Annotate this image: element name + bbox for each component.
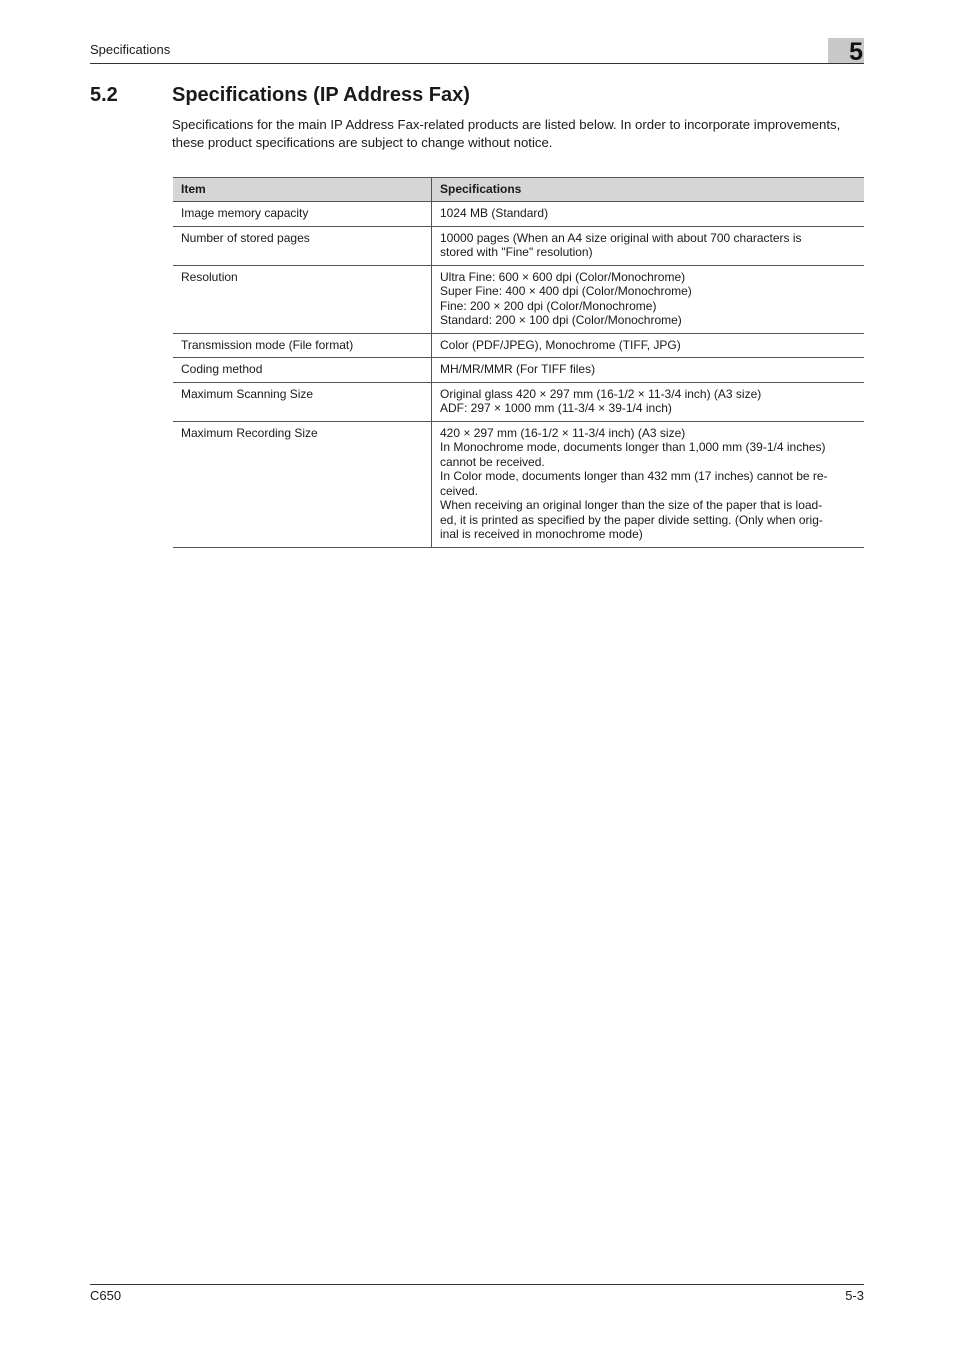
spec-line: Standard: 200 × 100 dpi (Color/Monochrome) bbox=[440, 313, 682, 327]
column-header-spec: Specifications bbox=[432, 178, 865, 202]
row-spec-value bbox=[432, 333, 865, 358]
row-item-label: Maximum Scanning Size bbox=[173, 382, 432, 421]
spec-line: 1024 MB (Standard) bbox=[440, 206, 549, 220]
chapter-badge bbox=[828, 38, 864, 66]
row-spec-value bbox=[432, 265, 865, 333]
footer-model: C650 bbox=[90, 1288, 122, 1303]
spec-line: ed, it is printed as specified by the paper divide setting. (Only when orig- bbox=[440, 512, 823, 527]
row-spec-value bbox=[432, 358, 865, 383]
row-item-label: Resolution bbox=[173, 265, 432, 333]
header-title: Specifications bbox=[90, 42, 171, 57]
table-row bbox=[173, 333, 864, 358]
spec-line: MH/MR/MMR (For TIFF files) bbox=[440, 362, 596, 376]
row-spec-value bbox=[432, 226, 865, 265]
spec-line: Ultra Fine: 600 × 600 dpi (Color/Monochrome) bbox=[440, 269, 686, 284]
spec-line: Super Fine: 400 × 400 dpi (Color/Monochrome) bbox=[440, 284, 692, 298]
spec-line: ADF: 297 × 1000 mm (11-3/4 × 39-1/4 inch) bbox=[440, 401, 672, 415]
spec-table bbox=[173, 177, 864, 548]
spec-line: inal is received in monochrome mode) bbox=[440, 527, 643, 541]
row-item-label: Maximum Recording Size bbox=[173, 421, 432, 547]
footer-page-number: 5-3 bbox=[845, 1288, 864, 1303]
table-row bbox=[173, 226, 864, 265]
section-title: Specifications (IP Address Fax) bbox=[172, 84, 470, 106]
page-header bbox=[90, 40, 864, 64]
row-spec-value bbox=[432, 421, 865, 547]
page-footer bbox=[90, 1284, 864, 1309]
intro-paragraph: Specifications for the main IP Address Fax-related products are listed below. In order to incorporate improvements, these product specifications are subject to change without notice. bbox=[172, 117, 841, 150]
spec-line: In Monochrome mode, documents longer than 1,000 mm (39-1/4 inches) bbox=[440, 440, 826, 454]
table-body bbox=[173, 202, 864, 548]
spec-line: In Color mode, documents longer than 432 mm (17 inches) cannot be re- bbox=[440, 469, 828, 483]
table-row bbox=[173, 265, 864, 333]
spec-line: When receiving an original longer than the size of the paper that is load- bbox=[440, 498, 823, 512]
table-row bbox=[173, 421, 864, 547]
spec-line: Fine: 200 × 200 dpi (Color/Monochrome) bbox=[440, 298, 657, 313]
column-header-item: Item bbox=[173, 178, 432, 202]
table-row bbox=[173, 382, 864, 421]
spec-line: stored with "Fine" resolution) bbox=[440, 245, 593, 259]
section-number: 5.2 bbox=[90, 84, 118, 106]
row-spec-value bbox=[432, 202, 865, 227]
row-item-label: Number of stored pages bbox=[173, 226, 432, 265]
spec-line: cannot be received. bbox=[440, 454, 545, 469]
table-row bbox=[173, 358, 864, 383]
chapter-number: 5 bbox=[849, 38, 863, 66]
row-item-label: Coding method bbox=[173, 358, 432, 383]
row-spec-value bbox=[432, 382, 865, 421]
spec-line: ceived. bbox=[440, 483, 479, 498]
spec-line: Original glass 420 × 297 mm (16-1/2 × 11-3/4 inch) (A3 size) bbox=[440, 386, 762, 401]
row-item-label: Image memory capacity bbox=[173, 202, 432, 227]
table-row bbox=[173, 202, 864, 227]
spec-line: Color (PDF/JPEG), Monochrome (TIFF, JPG) bbox=[440, 337, 681, 352]
row-item-label: Transmission mode (File format) bbox=[173, 333, 432, 358]
spec-line: 420 × 297 mm (16-1/2 × 11-3/4 inch) (A3 size) bbox=[440, 425, 686, 440]
table-header-row bbox=[173, 178, 864, 202]
spec-line: 10000 pages (When an A4 size original with about 700 characters is bbox=[440, 230, 802, 245]
